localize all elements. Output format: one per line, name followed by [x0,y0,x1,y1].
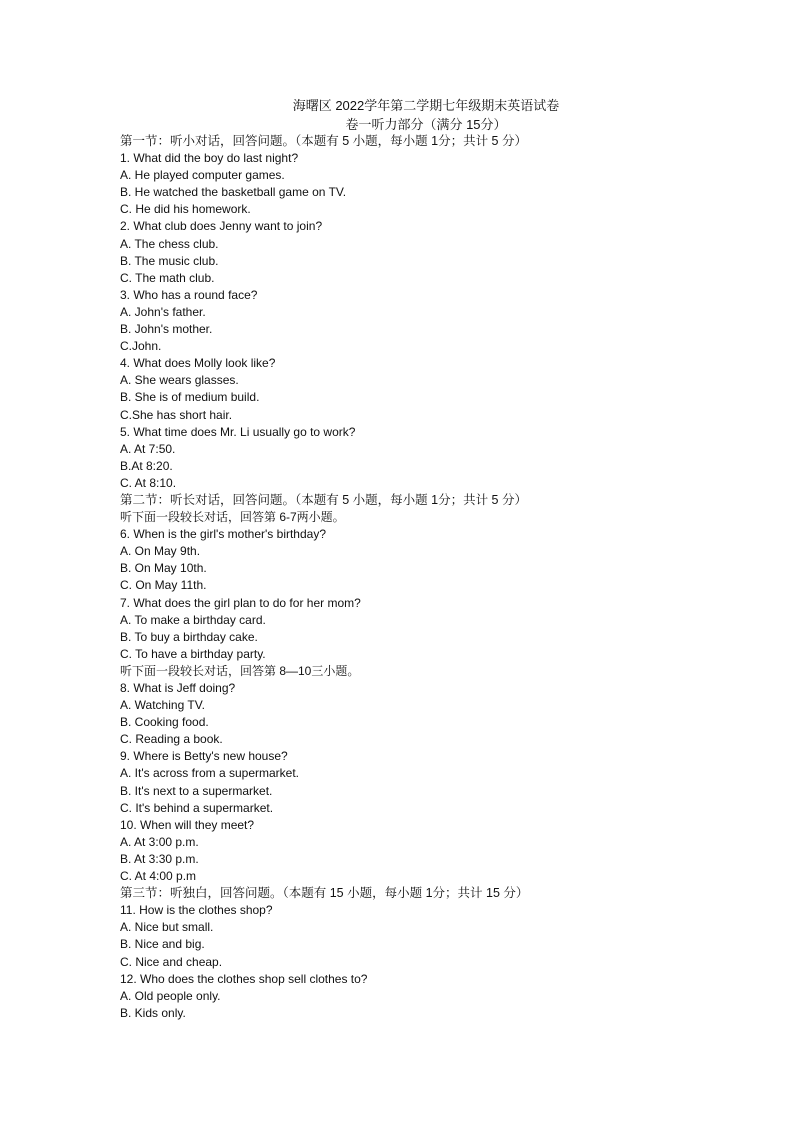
question-text: 4. What does Molly look like? [120,356,276,371]
answer-option: A. Old people only. [120,988,221,1003]
answer-option: A. On May 9th. [120,544,201,559]
answer-option: B. The music club. [120,253,219,268]
answer-option: C. On May 11th. [120,578,207,593]
question-text: 9. Where is Betty's new house? [120,749,288,764]
question-text: 10. When will they meet? [120,817,255,832]
header [0,96,794,134]
answer-option: A. To make a birthday card. [120,612,266,627]
answer-option: C. To have a birthday party. [120,646,266,661]
answer-option: C. Reading a book. [120,732,223,747]
question-text: 12. Who does the clothes shop sell clothes to? [120,971,368,986]
section-instruction: 听下面一段较长对话，回答第 6-7两小题。 [120,510,345,525]
answer-option: A. He played computer games. [120,168,285,183]
answer-option: B. She is of medium build. [120,390,260,405]
question-text: 5. What time does Mr. Li usually go to work? [120,424,356,439]
exam-subtitle: 卷一听力部分（满分 15分） [345,117,507,132]
answer-option: B. To buy a birthday cake. [120,629,258,644]
answer-option: B. John's mother. [120,322,213,337]
answer-option: C.John. [120,339,162,354]
question-text: 8. What is Jeff doing? [120,681,236,695]
answer-option: C. At 8:10. [120,475,177,490]
answer-option: B. Kids only. [120,1005,186,1020]
question-text: 1. What did the boy do last night? [120,151,299,166]
question-text: 2. What club does Jenny want to join? [120,219,323,234]
answer-option: B. It's next to a supermarket. [120,783,273,798]
answer-option: B. He watched the basketball game on TV. [120,185,347,200]
exam-content [120,133,720,1022]
answer-option: A. At 7:50. [120,441,176,456]
answer-option: A. It's across from a supermarket. [120,766,300,781]
answer-option: C. He did his homework. [120,202,251,217]
answer-option: A. Watching TV. [120,698,205,713]
answer-option: A. She wears glasses. [120,373,239,388]
answer-option: C.She has short hair. [120,407,233,422]
question-text: 11. How is the clothes shop? [120,903,273,918]
question-text: 6. When is the girl's mother's birthday? [120,527,327,542]
answer-option: A. Nice but small. [120,920,214,935]
answer-option: B. Nice and big. [120,937,205,952]
section-instruction: 听下面一段较长对话，回答第 8—10三小题。 [120,663,360,678]
answer-option: A. The chess club. [120,236,219,251]
question-text: 3. Who has a round face? [120,287,258,302]
exam-title: 海曙区 2022学年第二学期七年级期末英语试卷 [292,98,560,113]
answer-option: A. John's father. [120,304,206,319]
answer-option: C. At 4:00 p.m [120,869,197,884]
answer-option: B. At 3:30 p.m. [120,851,199,866]
answer-option: C. Nice and cheap. [120,954,223,969]
answer-option: A. At 3:00 p.m. [120,834,199,849]
section-heading: 第二节：听长对话，回答问题。（本题有 5 小题，每小题 1分；共计 5 分） [120,492,527,507]
answer-option: C. It's behind a supermarket. [120,800,274,815]
answer-option: B.At 8:20. [120,458,173,473]
answer-option: C. The math club. [120,270,215,285]
section-heading: 第一节：听小对话，回答问题。（本题有 5 小题，每小题 1分；共计 5 分） [120,134,527,148]
answer-option: B. On May 10th. [120,561,207,576]
question-text: 7. What does the girl plan to do for her mom? [120,595,361,610]
answer-option: B. Cooking food. [120,715,209,730]
section-heading: 第三节：听独白，回答问题。（本题有 15 小题，每小题 1分；共计 15 分） [120,886,529,901]
